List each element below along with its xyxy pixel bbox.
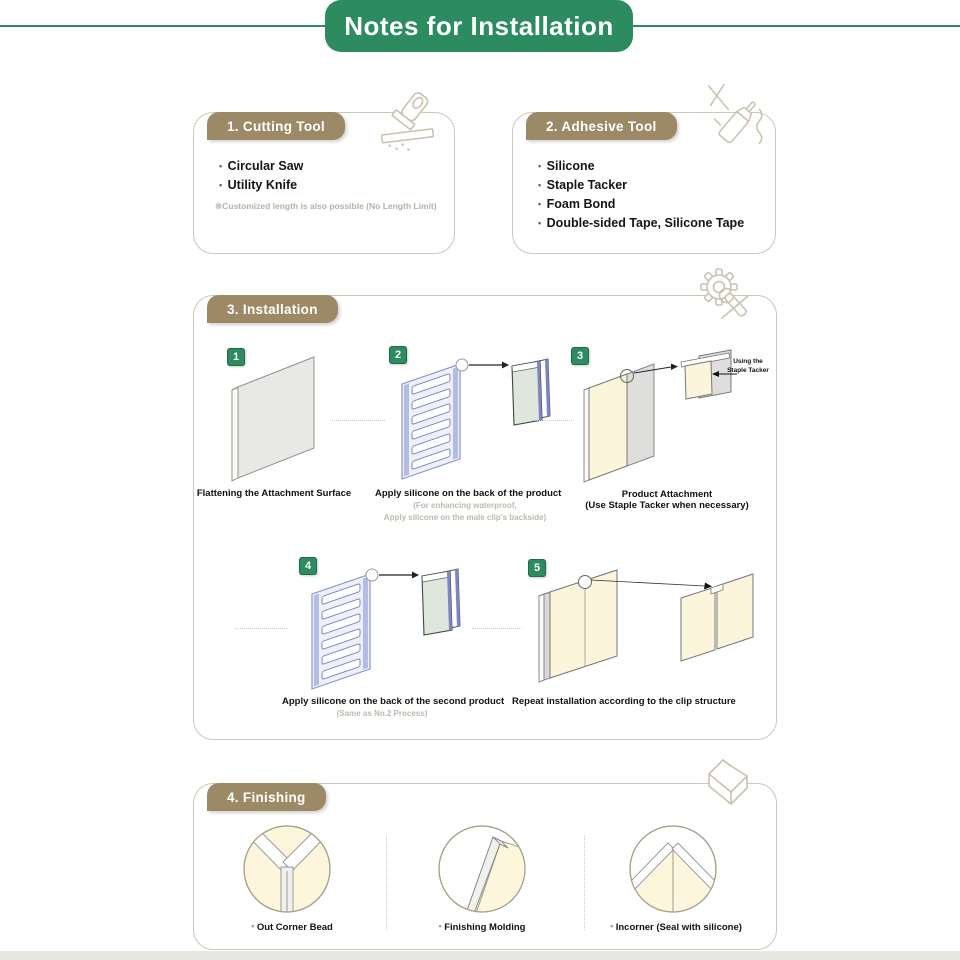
gear-wrench-icon — [692, 262, 754, 324]
step-number-badge: 4 — [299, 557, 317, 575]
section-label-installation: 3. Installation — [207, 295, 338, 323]
step5-caption — [512, 696, 736, 707]
dotted-separator — [584, 835, 585, 930]
finishing-item-label: • Incorner (Seal with silicone) — [586, 921, 766, 933]
dotted-separator — [472, 628, 522, 629]
step-number-badge: 1 — [227, 348, 245, 366]
list-item: • Utility Knife — [219, 178, 303, 192]
step-number-badge: 2 — [389, 346, 407, 364]
staple-tacker-annotation — [721, 358, 775, 375]
caption-line: Apply silicone on the back of the second product — [282, 696, 505, 707]
step3-caption — [572, 489, 762, 511]
annotation-line: Staple Tacker — [727, 366, 769, 374]
list-item: • Staple Tacker — [538, 178, 744, 192]
step2-caption — [375, 488, 562, 522]
dotted-separator — [386, 835, 387, 930]
caption-line: (Use Staple Tacker when necessary) — [585, 500, 749, 511]
step1-caption — [196, 488, 352, 499]
step4-caption — [282, 696, 505, 719]
step5-repeat-installation-illustration — [535, 556, 763, 691]
cutting-tool-list — [219, 159, 303, 197]
step2-silicone-panel-illustration — [390, 352, 555, 487]
out-corner-bead-illustration — [242, 824, 332, 914]
page-title: Notes for Installation — [325, 0, 633, 52]
section-label-adhesive: 2. Adhesive Tool — [526, 112, 677, 140]
silicone-gun-icon — [698, 84, 770, 156]
step-number-badge: 5 — [528, 559, 546, 577]
incorner-illustration — [628, 824, 718, 914]
list-item: • Double-sided Tape, Silicone Tape — [538, 216, 744, 230]
finishing-molding-illustration — [437, 824, 527, 914]
caption-subline: Apply silicone on the male clip's backside) — [383, 512, 547, 522]
corner-molding-icon — [700, 756, 756, 814]
annotation-line: Using the — [733, 358, 763, 365]
dotted-separator — [330, 420, 385, 421]
caption-line: Product Attachment — [621, 489, 713, 500]
circular-saw-icon — [370, 88, 445, 154]
caption-subline: (For enhancing waterproof, — [413, 501, 517, 510]
dotted-separator — [532, 420, 574, 421]
caption-line: Apply silicone on the back of the product — [375, 488, 562, 499]
caption-line: Flattening the Attachment Surface — [196, 488, 352, 499]
step4-silicone-panel-illustration — [300, 562, 465, 697]
adhesive-tool-list — [538, 159, 744, 235]
finishing-item-label: • Finishing Molding — [402, 921, 562, 933]
step-number-badge: 3 — [571, 347, 589, 365]
dotted-separator — [235, 628, 287, 629]
list-item: • Silicone — [538, 159, 744, 173]
section-label-cutting: 1. Cutting Tool — [207, 112, 345, 140]
caption-subline: (Same as No.2 Process) — [336, 709, 428, 718]
finishing-item-label: • Out Corner Bead — [212, 921, 372, 933]
list-item: • Circular Saw — [219, 159, 303, 173]
bottom-strip — [0, 951, 960, 960]
section-label-finishing: 4. Finishing — [207, 783, 326, 811]
caption-line: Repeat installation according to the clip structure — [512, 696, 736, 707]
step1-wall-panel-illustration — [228, 348, 323, 483]
list-item: • Foam Bond — [538, 197, 744, 211]
cutting-note: ※Customized length is also possible (No Length Limit) — [215, 201, 437, 211]
